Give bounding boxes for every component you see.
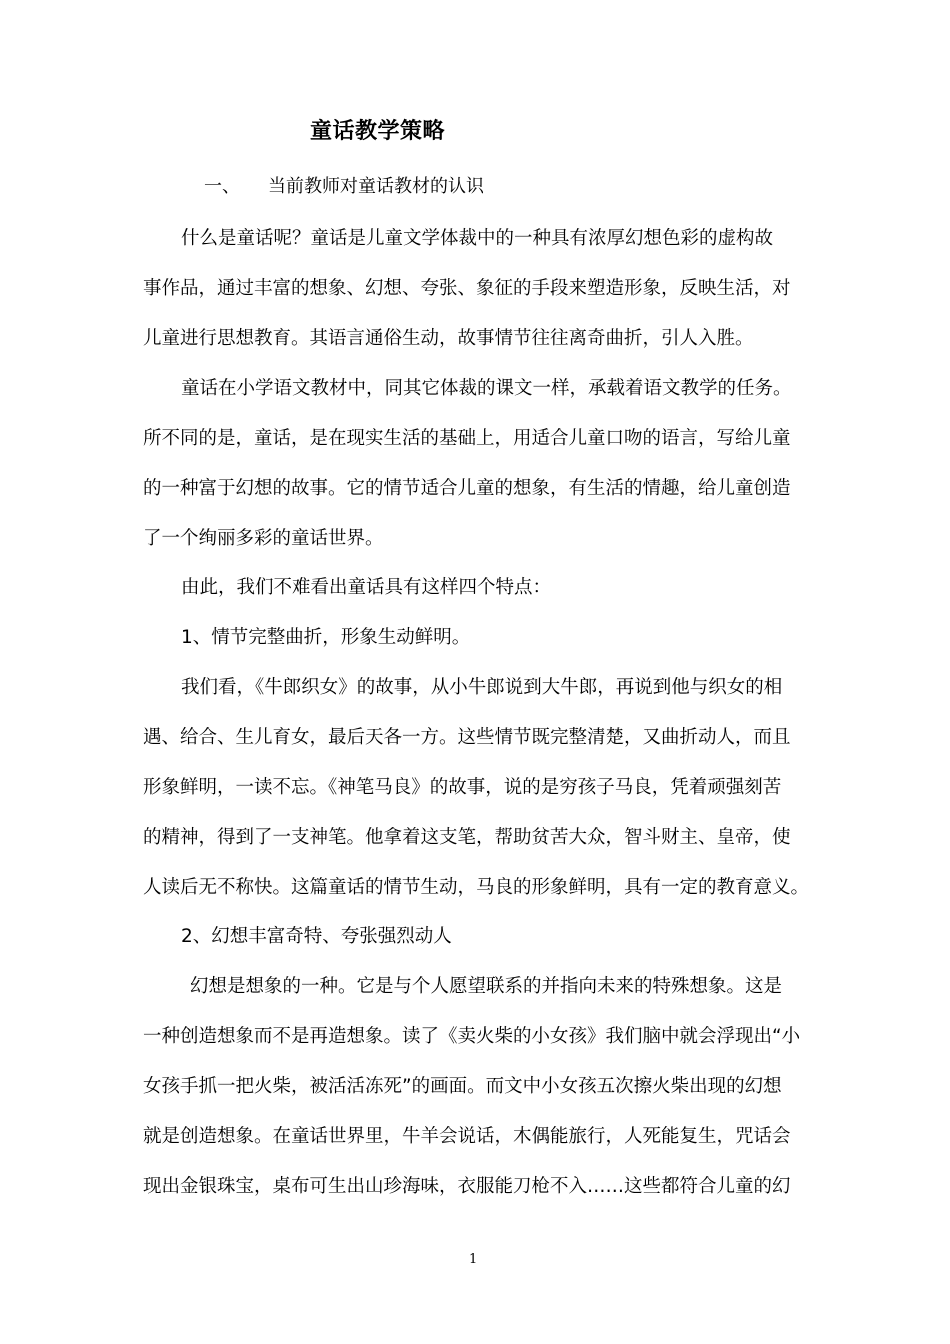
page-number: 1	[469, 1252, 478, 1267]
paragraph-line: 所不同的是，童话，是在现实生活的基础上，用适合儿童口吻的语言，写给儿童	[143, 428, 791, 449]
paragraph-line: 遇、给合、生儿育女，最后天各一方。这些情节既完整清楚，又曲折动人，而且	[143, 727, 791, 748]
list-item-heading: 1、情节完整曲折，形象生动鲜明。	[181, 627, 471, 648]
paragraph-line: 的一种富于幻想的故事。它的情节适合儿童的想象，有生活的情趣，给儿童创造	[143, 478, 791, 499]
paragraph-line: 就是创造想象。在童话世界里，牛羊会说话，木偶能旅行，人死能复生，咒话会	[143, 1126, 791, 1147]
paragraph-line: 女孩手抓一把火柴，被活活冻死”的画面。而文中小女孩五次擦火柴出现的幻想	[143, 1076, 782, 1097]
paragraph-line: 我们看，《牛郎织女》的故事，从小牛郎说到大牛郎，再说到他与织女的相	[181, 677, 783, 698]
paragraph-line: 了一个绚丽多彩的童话世界。	[143, 528, 384, 549]
paragraph-line: 人读后无不称快。这篇童话的情节生动，马良的形象鲜明，具有一定的教育意义。	[143, 877, 810, 898]
paragraph-line: 现出金银珠宝，桌布可生出山珍海味，衣服能刀枪不入……这些都符合儿童的幻	[143, 1176, 791, 1197]
paragraph-line: 什么是童话呢？童话是儿童文学体裁中的一种具有浓厚幻想色彩的虚构故	[181, 228, 774, 249]
paragraph-line: 形象鲜明，一读不忘。《神笔马良》的故事，说的是穷孩子马良，凭着顽强刻苦	[143, 777, 782, 798]
paragraph-line: 的精神，得到了一支神笔。他拿着这支笔，帮助贫苦大众，智斗财主、皇帝，使	[143, 827, 791, 848]
list-item-heading: 2、幻想丰富奇特、夸张强烈动人	[181, 926, 452, 947]
paragraph-line: 事作品，通过丰富的想象、幻想、夸张、象征的手段来塑造形象，反映生活，对	[143, 278, 791, 299]
section-number: 一、	[204, 176, 240, 197]
section-heading	[204, 172, 484, 198]
section-heading-text: 当前教师对童话教材的认识	[268, 176, 484, 197]
paragraph-line: 一种创造想象而不是再造想象。读了《卖火柴的小女孩》我们脑中就会浮现出“小	[143, 1026, 801, 1047]
paragraph-line: 幻想是想象的一种。它是与个人愿望联系的并指向未来的特殊想象。这是	[190, 976, 783, 997]
paragraph-line: 童话在小学语文教材中，同其它体裁的课文一样，承载着语文教学的任务。	[181, 378, 792, 399]
paragraph-line: 儿童进行思想教育。其语言通俗生动，故事情节往往离奇曲折，引人入胜。	[143, 328, 754, 349]
document-title: 童话教学策略	[310, 119, 446, 144]
paragraph-line: 由此，我们不难看出童话具有这样四个特点：	[181, 577, 552, 598]
